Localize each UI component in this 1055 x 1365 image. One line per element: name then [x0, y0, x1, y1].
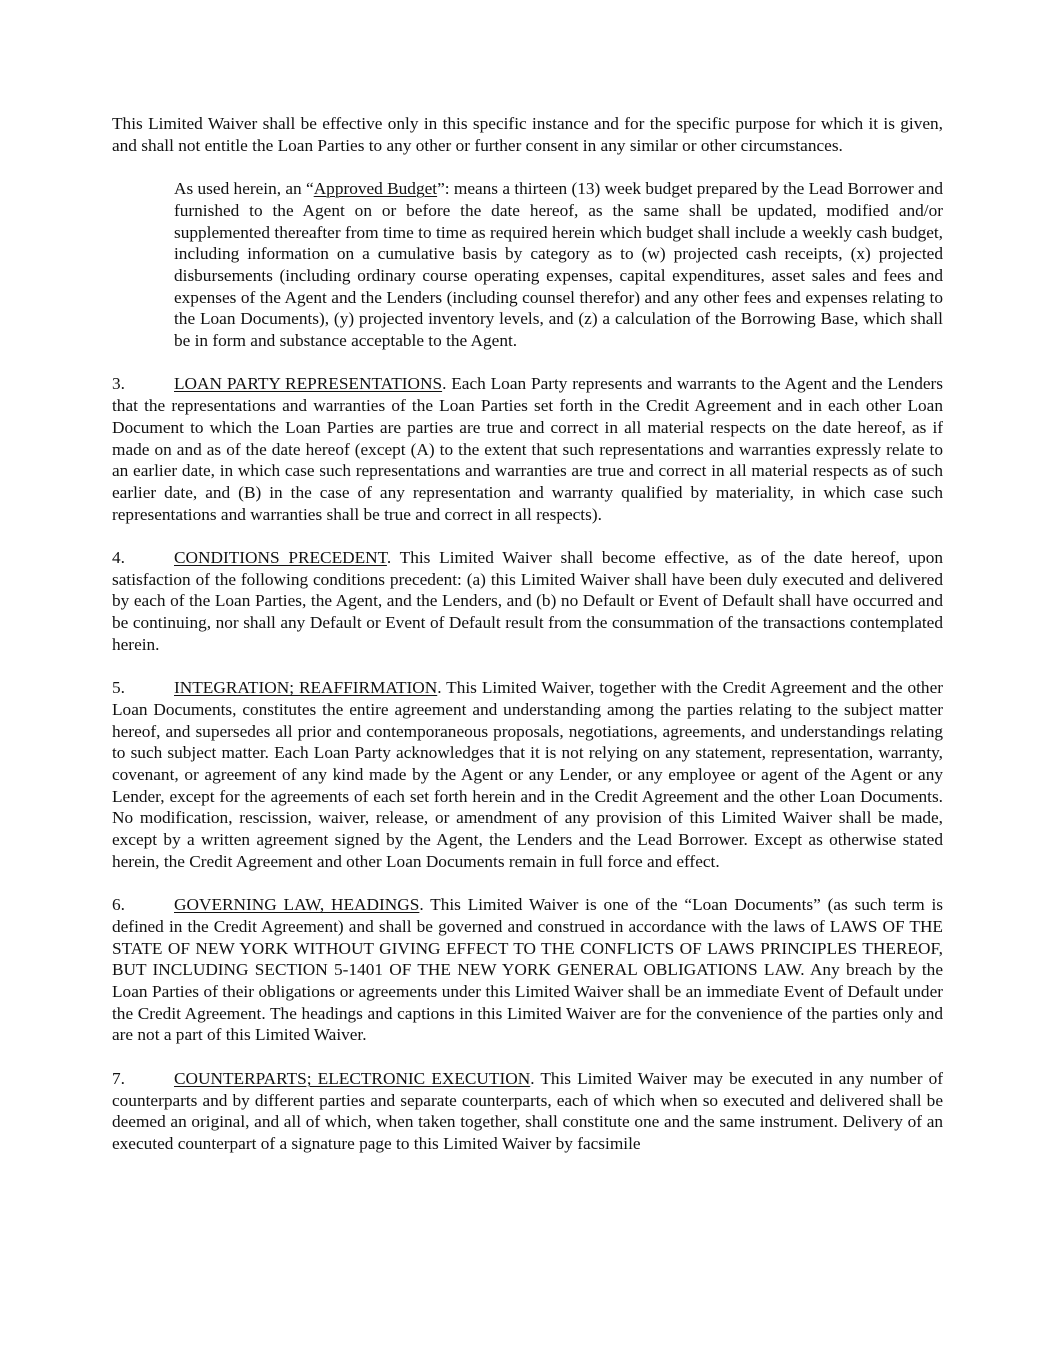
section-4: [112, 547, 943, 656]
section-number: 3.: [112, 374, 125, 394]
approved-budget-definition: [174, 178, 943, 352]
section-heading: INTEGRATION; REAFFIRMATION: [174, 678, 438, 698]
section-number: 5.: [112, 678, 125, 698]
section-number: 6.: [112, 895, 125, 915]
section-7: [112, 1068, 943, 1155]
section-text: . Each Loan Party represents and warrants to the Agent and the Lenders that the representations and warranties of the Loan Parties set forth in the Credit Agreement and in each other Loan Document to which the Loan Parties are parties are true and correct in all material respects on the date hereof, as if made on and as of the date hereof (except (A) to the extent that such representations and warranties expressly relate to an earlier date, in which case such representations and warranties are true and correct in all material respects as of such earlier date, and (B) in the case of any representation and warranty qualified by materiality, in which case such representations and warranties shall be true and correct in all respects).: [112, 374, 943, 524]
section-number: 7.: [112, 1068, 125, 1088]
definition-body: ”: means a thirteen (13) week budget prepared by the Lead Borrower and furnished to the Agent on or before the date hereof, as the same shall be updated, modified and/or supplemented thereafter from time to time as required herein which budget shall include a weekly cash budget, including information on a cumulative basis by category as to (w) projected cash receipts, (x) projected disbursements (including ordinary course operating expenses, capital expenditures, asset sales and fees and expenses of the Agent and the Lenders (including counsel therefor) and any other fees and expenses relating to the Loan Documents), (y) projected inventory levels, and (z) a calculation of the Borrowing Base, which shall be in form and substance acceptable to the Agent.: [174, 179, 943, 351]
section-3: [112, 373, 943, 525]
section-heading: CONDITIONS PRECEDENT: [174, 548, 387, 568]
section-heading: GOVERNING LAW, HEADINGS: [174, 895, 420, 915]
section-heading: COUNTERPARTS; ELECTRONIC EXECUTION: [174, 1068, 531, 1088]
section-5: [112, 677, 943, 872]
section-text: . This Limited Waiver, together with the Credit Agreement and the other Loan Documents, constitutes the entire agreement and understanding among the parties relating to the subject matter hereof, and supersedes all prior and contemporaneous proposals, negotiations, agreements, and understandings relating to such subject matter. Each Loan Party acknowledges that it is not relying on any statement, representation, warranty, covenant, or agreement of any kind made by the Agent or any Lender, or any employee or agent of the Agent or any Lender, except for the agreements of each set forth herein and in the Credit Agreement and the other Loan Documents. No modification, rescission, waiver, release, or amendment of any provision of this Limited Waiver shall be made, except by a written agreement signed by the Agent, the Lenders and the Lead Borrower. Except as otherwise stated herein, the Credit Agreement and other Loan Documents remain in full force and effect.: [112, 678, 943, 871]
section-text: . This Limited Waiver is one of the “Loan Documents” (as such term is defined in the Credit Agreement) and shall be governed and construed in accordance with the laws of LAWS OF THE STATE OF NEW YORK WITHOUT GIVING EFFECT TO THE CONFLICTS OF LAWS PRINCIPLES THEREOF, BUT INCLUDING SECTION 5-1401 OF THE NEW YORK GENERAL OBLIGATIONS LAW. Any breach by the Loan Parties of their obligations or agreements under this Limited Waiver shall be an immediate Event of Default under the Credit Agreement. The headings and captions in this Limited Waiver are for the convenience of the parties only and are not a part of this Limited Waiver.: [112, 895, 944, 1045]
defined-term: Approved Budget: [313, 179, 438, 199]
section-number: 4.: [112, 548, 125, 568]
definition-lead: As used herein, an “: [174, 179, 314, 199]
intro-paragraph: This Limited Waiver shall be effective only in this specific instance and for the specific purpose for which it is given, and shall not entitle the Loan Parties to any other or further consent in any similar or other circumstances.: [112, 114, 943, 155]
section-text: . This Limited Waiver may be executed in any number of counterparts and by different parties and separate counterparts, each of which when so executed and delivered shall be deemed an original, and all of which, when taken together, shall constitute one and the same instrument. Delivery of an executed counterpart of a signature page to this Limited Waiver by facsimile: [112, 1068, 943, 1153]
section-heading: LOAN PARTY REPRESENTATIONS: [174, 374, 443, 394]
section-text: . This Limited Waiver shall become effective, as of the date hereof, upon satisfaction of the following conditions precedent: (a) this Limited Waiver shall have been duly executed and delivered by each of the Loan Parties, the Agent, and the Lenders, and (b) no Default or Event of Default shall have occurred and be continuing, nor shall any Default or Event of Default result from the consummation of the transactions contemplated herein.: [112, 548, 943, 654]
section-6: [112, 894, 943, 1046]
